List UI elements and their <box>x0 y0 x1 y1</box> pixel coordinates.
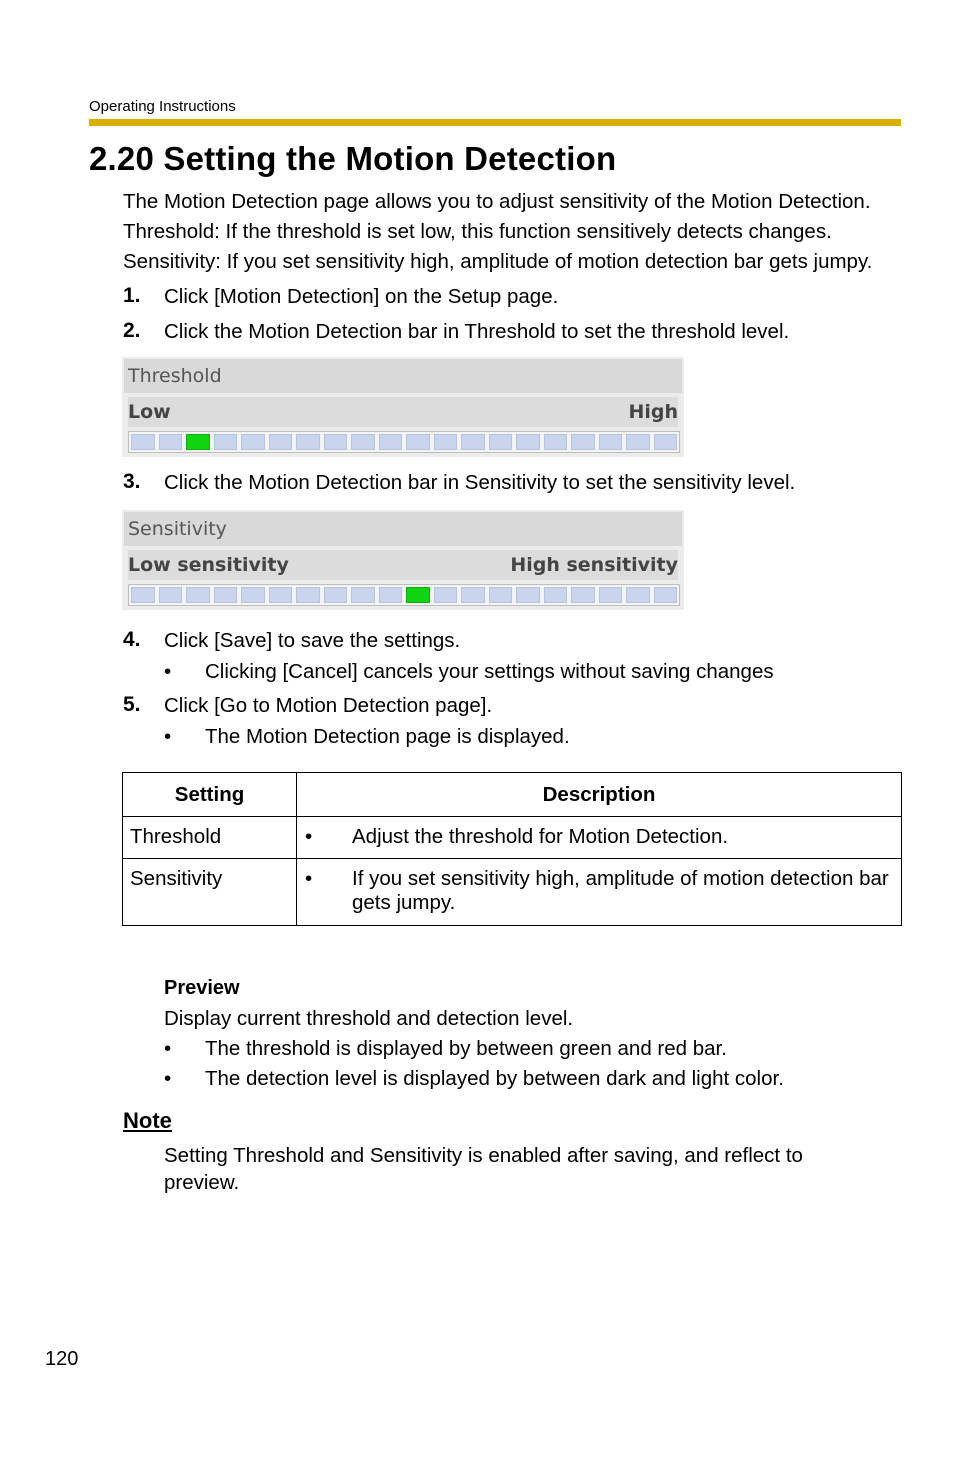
sensitivity-segment[interactable] <box>214 587 238 603</box>
sensitivity-segment-selected[interactable] <box>406 587 430 603</box>
sensitivity-segment[interactable] <box>186 587 210 603</box>
table-header-description: Description <box>297 773 902 817</box>
table-row <box>123 817 902 859</box>
preview-heading: Preview <box>164 977 240 999</box>
sensitivity-segment[interactable] <box>351 587 375 603</box>
sensitivity-segment[interactable] <box>599 587 623 603</box>
threshold-range-labels <box>128 397 678 427</box>
threshold-segment[interactable] <box>571 434 595 450</box>
step-bullet-text: Clicking [Cancel] cancels your settings without saving changes <box>205 660 774 683</box>
threshold-segment[interactable] <box>131 434 155 450</box>
sensitivity-segment[interactable] <box>379 587 403 603</box>
sensitivity-segment[interactable] <box>159 587 183 603</box>
step-number: 1. <box>123 284 141 307</box>
sensitivity-segment[interactable] <box>489 587 513 603</box>
sensitivity-segment[interactable] <box>654 587 678 603</box>
threshold-segment[interactable] <box>241 434 265 450</box>
threshold-level-bar[interactable] <box>128 431 680 453</box>
step-number: 4. <box>123 628 141 651</box>
threshold-segment[interactable] <box>599 434 623 450</box>
threshold-segment[interactable] <box>296 434 320 450</box>
threshold-segment[interactable] <box>516 434 540 450</box>
sensitivity-segment[interactable] <box>324 587 348 603</box>
threshold-segment[interactable] <box>214 434 238 450</box>
table-cell-setting: Sensitivity <box>123 859 297 926</box>
threshold-panel <box>122 357 684 457</box>
bullet-icon: • <box>164 660 172 683</box>
step-text: Click the Motion Detection bar in Sensitivity to set the sensitivity level. <box>164 471 796 494</box>
sensitivity-segment[interactable] <box>296 587 320 603</box>
sensitivity-segment[interactable] <box>434 587 458 603</box>
threshold-segment[interactable] <box>324 434 348 450</box>
threshold-segment[interactable] <box>379 434 403 450</box>
step-bullet-text: The Motion Detection page is displayed. <box>205 725 570 748</box>
step-number: 3. <box>123 470 141 493</box>
preview-bullet: The detection level is displayed by between dark and light color. <box>205 1067 784 1090</box>
table-header-row <box>123 773 902 817</box>
step-text: Click the Motion Detection bar in Threshold to set the threshold level. <box>164 320 790 343</box>
sensitivity-panel-title: Sensitivity <box>124 512 682 546</box>
table-header-setting: Setting <box>123 773 297 817</box>
step-number: 5. <box>123 693 141 716</box>
sensitivity-segment[interactable] <box>544 587 568 603</box>
sensitivity-segment[interactable] <box>269 587 293 603</box>
table-cell-description <box>297 859 902 926</box>
sensitivity-segment[interactable] <box>626 587 650 603</box>
section-title: 2.20 Setting the Motion Detection <box>89 140 617 177</box>
sensitivity-segment[interactable] <box>131 587 155 603</box>
step-text: Click [Save] to save the settings. <box>164 629 461 652</box>
intro-line-3: Sensitivity: If you set sensitivity high, amplitude of motion detection bar gets jumpy. <box>123 250 873 273</box>
table-description-text: If you set sensitivity high, amplitude of motion detection bar gets jumpy. <box>352 867 889 914</box>
intro-line-2: Threshold: If the threshold is set low, this function sensitively detects changes. <box>123 220 832 243</box>
threshold-high-label: High <box>628 401 678 423</box>
threshold-segment[interactable] <box>269 434 293 450</box>
threshold-segment-selected[interactable] <box>186 434 210 450</box>
threshold-segment[interactable] <box>654 434 678 450</box>
sensitivity-high-label: High sensitivity <box>510 554 678 576</box>
page-number: 120 <box>45 1348 79 1370</box>
threshold-panel-title: Threshold <box>124 359 682 393</box>
step-text: Click [Motion Detection] on the Setup page. <box>164 285 559 308</box>
threshold-segment[interactable] <box>489 434 513 450</box>
threshold-segment[interactable] <box>406 434 430 450</box>
sensitivity-level-bar[interactable] <box>128 584 680 606</box>
header-rule <box>89 119 901 126</box>
threshold-segment[interactable] <box>461 434 485 450</box>
preview-bullet: The threshold is displayed by between green and red bar. <box>205 1037 727 1060</box>
sensitivity-segment[interactable] <box>461 587 485 603</box>
step-number: 2. <box>123 319 141 342</box>
sensitivity-range-labels <box>128 550 678 580</box>
sensitivity-panel <box>122 510 684 610</box>
bullet-icon: • <box>305 867 313 890</box>
table-description-text: Adjust the threshold for Motion Detection. <box>352 825 729 848</box>
settings-table <box>122 772 902 926</box>
note-text: Setting Threshold and Sensitivity is enabled after saving, and reflect to preview. <box>164 1144 803 1194</box>
sensitivity-segment[interactable] <box>571 587 595 603</box>
note-heading: Note <box>123 1108 172 1133</box>
threshold-segment[interactable] <box>351 434 375 450</box>
threshold-segment[interactable] <box>159 434 183 450</box>
table-cell-setting: Threshold <box>123 817 297 859</box>
threshold-segment[interactable] <box>434 434 458 450</box>
threshold-segment[interactable] <box>544 434 568 450</box>
sensitivity-low-label: Low sensitivity <box>128 554 289 576</box>
bullet-icon: • <box>164 1037 172 1060</box>
bullet-icon: • <box>305 825 313 848</box>
running-header: Operating Instructions <box>89 98 236 115</box>
sensitivity-segment[interactable] <box>516 587 540 603</box>
step-text: Click [Go to Motion Detection page]. <box>164 694 493 717</box>
sensitivity-segment[interactable] <box>241 587 265 603</box>
threshold-low-label: Low <box>128 401 171 423</box>
table-cell-description <box>297 817 902 859</box>
bullet-icon: • <box>164 1067 172 1090</box>
preview-text: Display current threshold and detection level. <box>164 1007 574 1030</box>
threshold-segment[interactable] <box>626 434 650 450</box>
bullet-icon: • <box>164 725 172 748</box>
table-row <box>123 859 902 926</box>
intro-line-1: The Motion Detection page allows you to adjust sensitivity of the Motion Detection. <box>123 190 871 213</box>
